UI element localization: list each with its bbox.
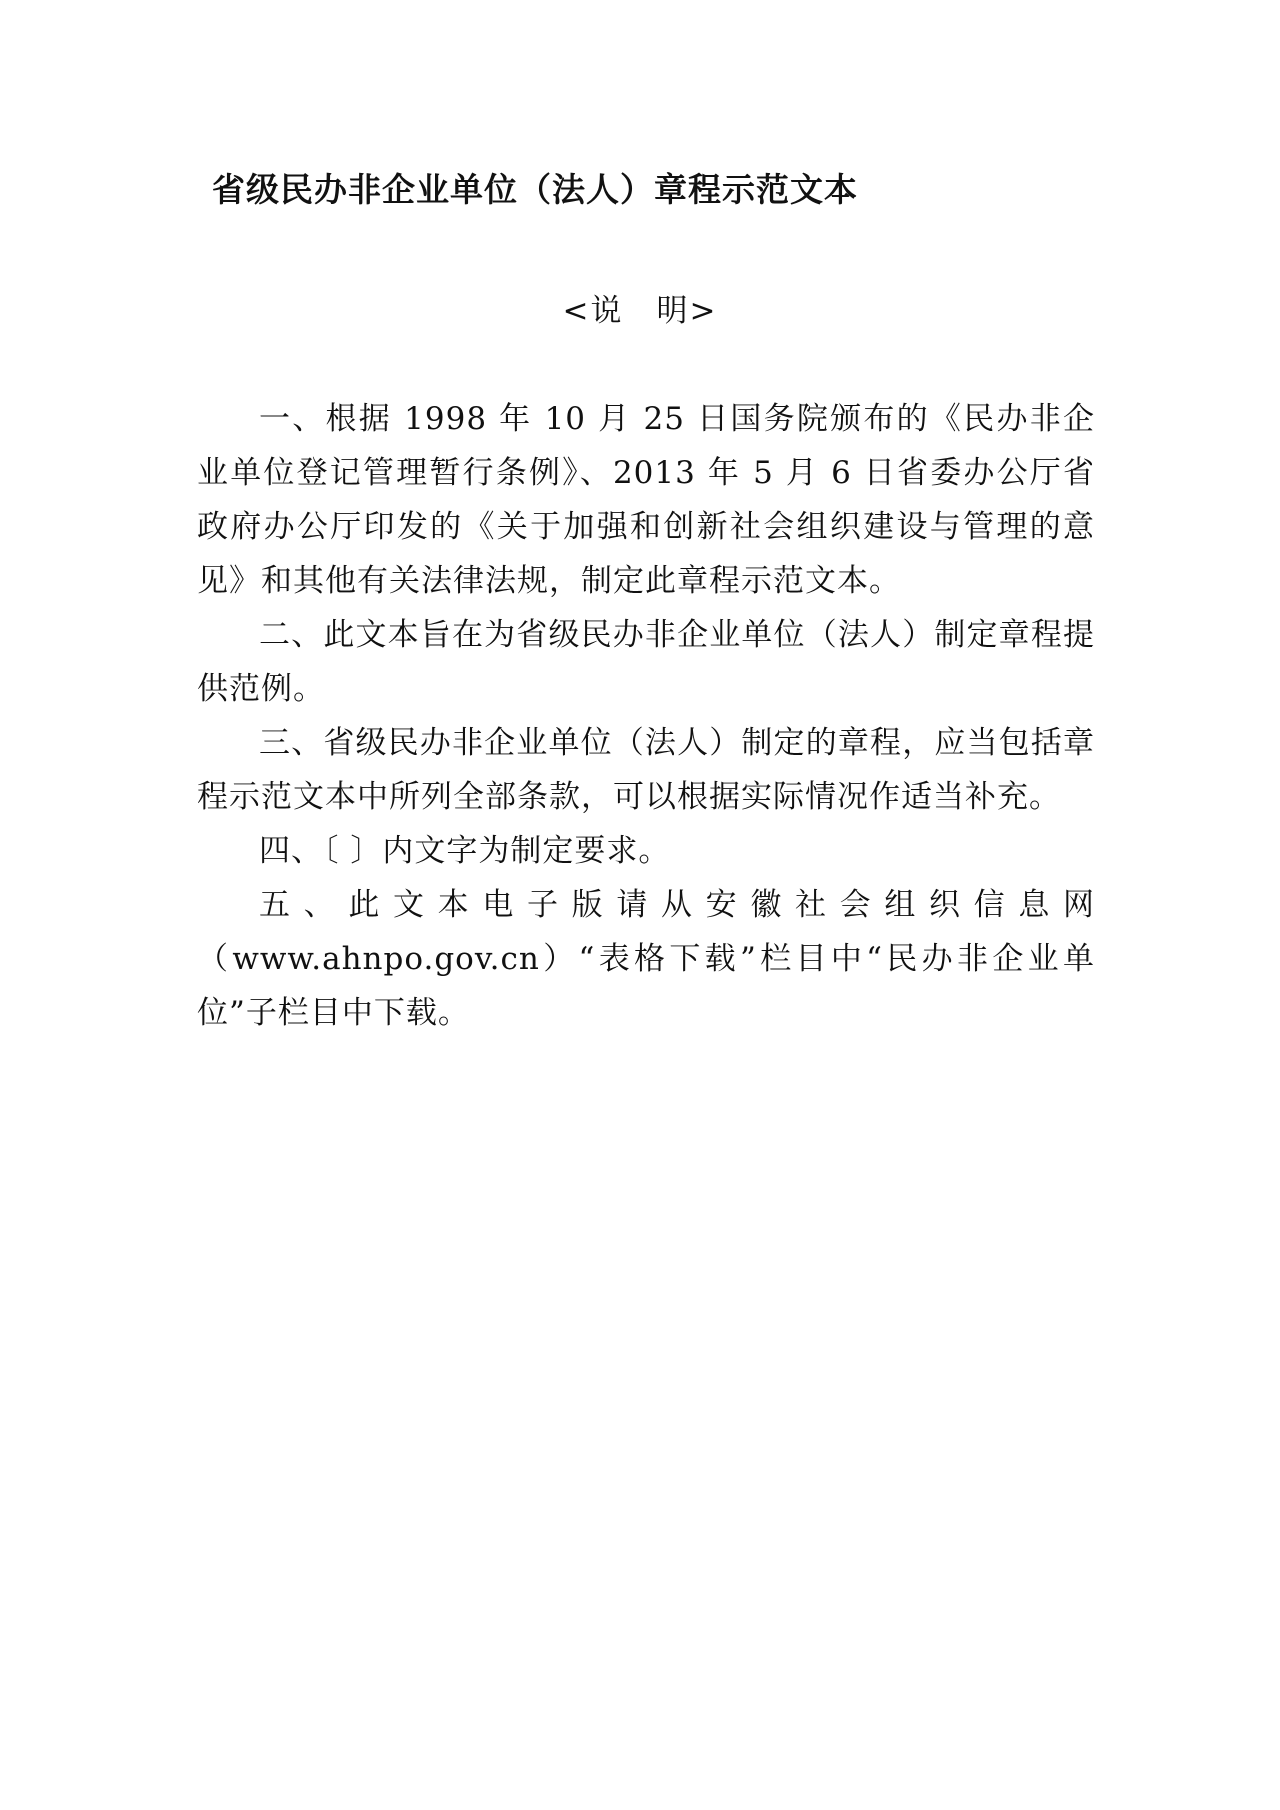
paragraph-2: 二、此文本旨在为省级民办非企业单位（法人）制定章程提供范例。 — [197, 617, 1095, 707]
paragraph-4: 四、〔 〕内文字为制定要求。 — [259, 833, 671, 869]
document-subtitle: <说 明> — [562, 293, 718, 329]
paragraph-3: 三、省级民办非企业单位（法人）制定的章程，应当包括章程示范文本中所列全部条款，可以根据实际情况作适当补充。 — [197, 725, 1095, 815]
paragraph-5: 五、此文本电子版请从安徽社会组织信息网（www.ahnpo.gov.cn）“表格下载”栏目中“民办非企业单位”子栏目中下载。 — [197, 887, 1095, 1031]
paragraph-1: 一、根据 1998 年 10 月 25 日国务院颁布的《民办非企业单位登记管理暂行条例》、2013 年 5 月 6 日省委办公厅省政府办公厅印发的《关于加强和创新社会组织建设与管理的意见》和其他有关法律法规，制定此章程示范文本。 — [197, 401, 1095, 599]
document-title: 省级民办非企业单位（法人）章程示范文本 — [212, 170, 858, 209]
document-body — [197, 392, 1095, 1040]
